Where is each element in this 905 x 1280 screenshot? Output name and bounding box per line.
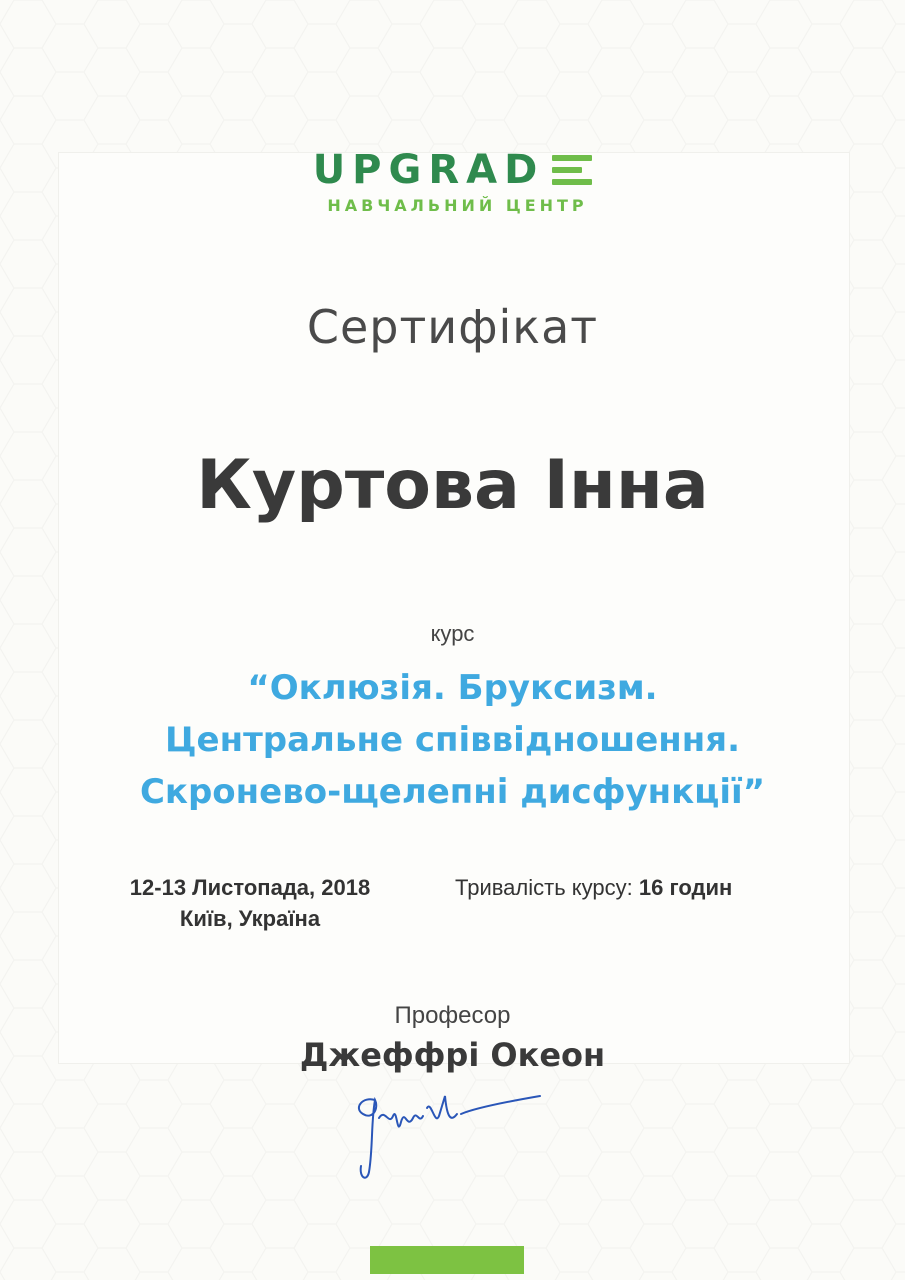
- upgrade-logo: [0, 148, 905, 215]
- certificate-title: Сертифікат: [306, 300, 599, 354]
- logo-e-bars-icon: [552, 153, 592, 187]
- course-title: [0, 662, 905, 818]
- footer-green-strip: [370, 1246, 524, 1274]
- course-title-line: Скронево-щелепні дисфункції”: [139, 772, 766, 812]
- recipient-name: Куртова Інна: [196, 446, 709, 525]
- course-title-line: Центральне співвідношення.: [164, 720, 741, 760]
- handwritten-signature-icon: [335, 1078, 545, 1188]
- logo-subtitle: НАВЧАЛЬНИЙ ЦЕНТР: [327, 196, 588, 215]
- course-duration: [455, 872, 795, 903]
- course-location: Київ, Україна: [179, 906, 321, 931]
- signatory-name: Джеффрі Океон: [299, 1036, 606, 1074]
- duration-value: 16 годин: [638, 875, 733, 900]
- course-label: курс: [430, 621, 475, 646]
- course-dates: 12-13 Листопада, 2018: [129, 875, 371, 900]
- course-date-location: [95, 872, 405, 934]
- signatory-title: Професор: [394, 1002, 511, 1029]
- logo-wordmark: UPGRAD: [312, 147, 545, 193]
- duration-label: Тривалість курсу:: [455, 875, 633, 900]
- course-title-line: “Оклюзія. Бруксизм.: [247, 668, 658, 708]
